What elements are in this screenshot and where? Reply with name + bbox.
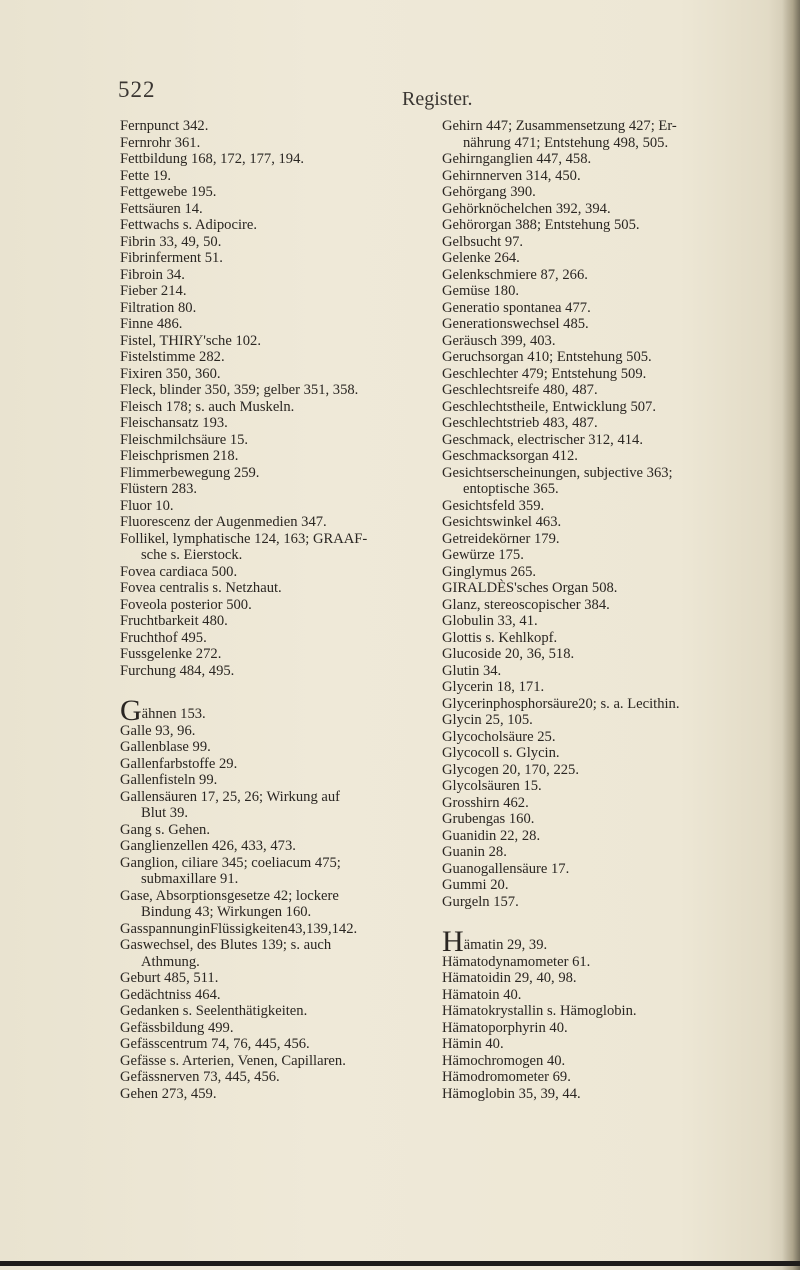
index-entry-text: Hämatoporphyrin 40. xyxy=(442,1019,568,1036)
index-entry xyxy=(120,1003,450,1020)
index-entry-text: submaxillare 91. xyxy=(141,871,239,887)
index-entry-text: Ginglymus 265. xyxy=(442,563,537,580)
index-entry-text: Glottis s. Kehlkopf. xyxy=(442,629,558,646)
index-entry-text: Ganglion, ciliare 345; coeliacum 475; xyxy=(120,854,341,871)
index-entry xyxy=(442,349,790,366)
index-entry-text: Hämatodynamometer 61. xyxy=(442,953,591,970)
index-entry xyxy=(442,201,790,218)
index-entry-text: Flüstern 283. xyxy=(120,481,198,497)
index-entry-text: Geschlechtstrieb 483, 487. xyxy=(442,415,598,431)
index-entry xyxy=(120,1053,450,1070)
index-entry-text: Gang s. Gehen. xyxy=(120,821,210,838)
index-entry-text: Fussgelenke 272. xyxy=(120,646,222,662)
index-entry-text: Geschlechter 479; Entstehung 509. xyxy=(442,365,647,382)
index-entry-text: Glycogen 20, 170, 225. xyxy=(442,761,580,778)
index-entry xyxy=(120,694,450,727)
index-entry xyxy=(442,564,790,581)
index-entry-text: Geräusch 399, 403. xyxy=(442,332,556,349)
index-entry-text: Guanogallensäure 17. xyxy=(442,860,570,877)
section-initial-letter: G xyxy=(120,694,142,727)
index-entry-text: Glycolsäuren 15. xyxy=(442,778,542,794)
index-entry xyxy=(442,448,790,465)
index-entry-text: Fluorescenz der Augenmedien 347. xyxy=(120,514,327,530)
index-entry xyxy=(442,729,790,746)
index-entry-text: Gallenfisteln 99. xyxy=(120,772,218,788)
index-entry-text: Getreidekörner 179. xyxy=(442,530,560,547)
index-entry xyxy=(442,498,790,515)
section-initial-letter: H xyxy=(442,925,464,958)
index-entry xyxy=(120,184,450,201)
index-entry xyxy=(120,756,450,773)
index-entry-continuation xyxy=(442,481,790,498)
index-entry-text: Furchung 484, 495. xyxy=(120,662,235,679)
index-entry xyxy=(442,844,790,861)
index-entry xyxy=(120,316,450,333)
index-entry xyxy=(442,580,790,597)
index-entry xyxy=(442,1036,790,1053)
index-entry-text: Fruchtbarkeit 480. xyxy=(120,613,228,629)
index-entry xyxy=(120,739,450,756)
index-entry xyxy=(120,789,450,806)
index-entry xyxy=(442,970,790,987)
index-entry-text: GasspannunginFlüssigkeiten43,139,142. xyxy=(120,920,358,937)
index-entry xyxy=(442,828,790,845)
index-entry-text: Geruchsorgan 410; Entstehung 505. xyxy=(442,349,652,365)
index-entry-text: Hämoglobin 35, 39, 44. xyxy=(442,1085,581,1102)
index-entry xyxy=(120,531,450,548)
index-entry-text: Gehörgang 390. xyxy=(442,184,536,200)
index-entry-text: Generatio spontanea 477. xyxy=(442,299,591,316)
index-entry-text: Hämatoidin 29, 40, 98. xyxy=(442,970,577,986)
index-entry xyxy=(442,762,790,779)
index-entry xyxy=(442,316,790,333)
index-entry xyxy=(120,937,450,954)
index-entry xyxy=(120,333,450,350)
index-entry-text: Gefässcentrum 74, 76, 445, 456. xyxy=(120,1036,310,1052)
index-entry xyxy=(442,597,790,614)
index-entry-text: Fruchthof 495. xyxy=(120,629,207,646)
index-entry xyxy=(120,448,450,465)
index-entry xyxy=(120,465,450,482)
index-entry xyxy=(120,481,450,498)
index-entry-text: Gehirnganglien 447, 458. xyxy=(442,151,592,167)
index-entry-text: Gehörknöchelchen 392, 394. xyxy=(442,200,611,217)
index-entry-text: Gehirn 447; Zusammensetzung 427; Er- xyxy=(442,118,677,134)
index-entry-text: Geschmack, electrischer 312, 414. xyxy=(442,431,643,448)
index-entry xyxy=(442,234,790,251)
index-entry-text: Glucoside 20, 36, 518. xyxy=(442,646,575,662)
index-entry-text: Fleischprismen 218. xyxy=(120,448,239,464)
index-entry xyxy=(442,382,790,399)
index-entry xyxy=(442,250,790,267)
index-entry xyxy=(442,168,790,185)
index-entry xyxy=(442,283,790,300)
index-entry xyxy=(120,168,450,185)
index-entry xyxy=(120,855,450,872)
index-entry-text: Gallensäuren 17, 25, 26; Wirkung auf xyxy=(120,788,341,805)
index-entry xyxy=(120,597,450,614)
index-entry-text: Fibrin 33, 49, 50. xyxy=(120,233,222,250)
index-entry xyxy=(442,1069,790,1086)
index-entry xyxy=(120,921,450,938)
index-entry xyxy=(442,696,790,713)
index-entry xyxy=(120,349,450,366)
index-entry-text: Gallenblase 99. xyxy=(120,739,211,755)
index-entry-text: Filtration 80. xyxy=(120,299,197,316)
index-entry xyxy=(120,283,450,300)
index-entry-text: Glutin 34. xyxy=(442,662,502,679)
index-entry xyxy=(120,772,450,789)
index-entry-text: Fernrohr 361. xyxy=(120,134,201,151)
index-entry xyxy=(442,712,790,729)
index-entry-continuation xyxy=(120,547,450,564)
index-entry xyxy=(120,399,450,416)
index-entry-text: Glanz, stereoscopischer 384. xyxy=(442,596,610,613)
index-entry-text: Hämatokrystallin s. Hämoglobin. xyxy=(442,1003,637,1019)
index-entry-text: ähnen 153. xyxy=(141,706,206,722)
index-entry-text: Bindung 43; Wirkungen 160. xyxy=(141,904,312,920)
index-entry xyxy=(442,795,790,812)
index-entry-text: Fleck, blinder 350, 359; gelber 351, 358. xyxy=(120,382,359,398)
index-entry xyxy=(120,646,450,663)
index-entry-text: Gehirnnerven 314, 450. xyxy=(442,167,581,184)
index-entry-text: Fistel, THIRY'sche 102. xyxy=(120,332,261,349)
index-entry-text: Fovea centralis s. Netzhaut. xyxy=(120,580,282,596)
index-entry xyxy=(442,300,790,317)
index-entry xyxy=(120,382,450,399)
index-entry-text: Fettsäuren 14. xyxy=(120,200,203,217)
index-entry-text: Athmung. xyxy=(141,953,200,970)
index-entry-text: Hämatoin 40. xyxy=(442,986,522,1003)
index-entry xyxy=(442,184,790,201)
index-entry-text: Geburt 485, 511. xyxy=(120,970,219,986)
index-entry xyxy=(120,135,450,152)
index-entry-text: Gesichtswinkel 463. xyxy=(442,514,562,530)
index-entry xyxy=(120,151,450,168)
index-entry xyxy=(442,646,790,663)
index-entry xyxy=(442,366,790,383)
bottom-edge-rule xyxy=(0,1261,800,1266)
index-entry-text: Gase, Absorptionsgesetze 42; lockere xyxy=(120,887,339,904)
index-entry xyxy=(442,778,790,795)
index-entry-text: Finne 486. xyxy=(120,316,183,332)
index-entry xyxy=(442,514,790,531)
index-entry-text: Fettbildung 168, 172, 177, 194. xyxy=(120,151,305,167)
index-entry-text: entoptische 365. xyxy=(463,481,559,497)
index-entry-text: nährung 471; Entstehung 498, 505. xyxy=(463,134,669,151)
index-entry xyxy=(120,838,450,855)
index-entry-text: Grubengas 160. xyxy=(442,811,535,827)
index-entry-text: Generationswechsel 485. xyxy=(442,316,589,332)
index-entry-text: Fleisch 178; s. auch Muskeln. xyxy=(120,398,295,415)
index-entry-text: Grosshirn 462. xyxy=(442,794,529,811)
index-entry xyxy=(442,432,790,449)
index-entry xyxy=(120,300,450,317)
index-entry xyxy=(442,745,790,762)
index-entry-text: Gurgeln 157. xyxy=(442,893,519,910)
index-entry xyxy=(120,415,450,432)
index-entry-text: sche s. Eierstock. xyxy=(141,547,243,563)
index-entry-text: Gemüse 180. xyxy=(442,283,520,299)
index-entry xyxy=(120,234,450,251)
index-entry-text: Gallenfarbstoffe 29. xyxy=(120,755,238,772)
index-entry xyxy=(120,432,450,449)
index-entry-text: Ganglienzellen 426, 433, 473. xyxy=(120,838,296,854)
index-entry-text: Hämodromometer 69. xyxy=(442,1069,571,1085)
index-entry-continuation xyxy=(120,904,450,921)
index-entry-text: Fieber 214. xyxy=(120,283,187,299)
index-entry-text: Gehen 273, 459. xyxy=(120,1085,217,1102)
index-entry-text: Fleischmilchsäure 15. xyxy=(120,431,249,448)
index-entry xyxy=(120,366,450,383)
index-entry xyxy=(120,663,450,680)
index-entry xyxy=(442,877,790,894)
index-entry xyxy=(120,630,450,647)
index-entry xyxy=(120,822,450,839)
index-entry-text: Geschmacksorgan 412. xyxy=(442,448,578,464)
index-entry xyxy=(442,811,790,828)
index-entry xyxy=(120,498,450,515)
index-entry xyxy=(442,415,790,432)
index-entry-text: Fluor 10. xyxy=(120,497,174,514)
index-entry-text: Fette 19. xyxy=(120,167,172,184)
index-entry-text: Gelenkschmiere 87, 266. xyxy=(442,266,588,283)
index-entry-text: Gedanken s. Seelenthätigkeiten. xyxy=(120,1003,308,1019)
index-column-left xyxy=(120,118,450,1102)
index-entry-text: Gefässbildung 499. xyxy=(120,1019,234,1036)
index-entry-continuation xyxy=(442,135,790,152)
index-entry xyxy=(442,399,790,416)
index-entry xyxy=(442,613,790,630)
index-entry-text: Fettgewebe 195. xyxy=(120,184,217,200)
index-entry xyxy=(442,333,790,350)
index-entry-text: Gedächtniss 464. xyxy=(120,986,221,1003)
index-entry xyxy=(442,954,790,971)
index-entry-text: Glycin 25, 105. xyxy=(442,712,533,728)
index-entry-text: Gaswechsel, des Blutes 139; s. auch xyxy=(120,937,332,953)
index-entry-text: Guanidin 22, 28. xyxy=(442,827,541,844)
index-entry-continuation xyxy=(120,805,450,822)
index-entry xyxy=(120,118,450,135)
page-number: 522 xyxy=(118,77,156,102)
index-entry xyxy=(120,514,450,531)
index-entry-text: GIRALDÈS'sches Organ 508. xyxy=(442,580,618,596)
index-entry-text: Guanin 28. xyxy=(442,844,507,860)
index-entry xyxy=(120,1069,450,1086)
index-entry xyxy=(120,267,450,284)
index-entry xyxy=(120,1036,450,1053)
index-entry xyxy=(120,250,450,267)
index-entry xyxy=(442,531,790,548)
index-entry-text: Foveola posterior 500. xyxy=(120,596,252,613)
index-entry-text: Gehörorgan 388; Entstehung 505. xyxy=(442,217,640,233)
index-entry-continuation xyxy=(120,954,450,971)
index-entry-text: Gesichtserscheinungen, subjective 363; xyxy=(442,464,673,481)
index-entry-text: Fibroin 34. xyxy=(120,266,185,283)
index-entry-text: Hämochromogen 40. xyxy=(442,1052,566,1069)
index-entry-text: Fibrinferment 51. xyxy=(120,250,223,266)
index-entry-text: Hämin 40. xyxy=(442,1036,504,1052)
index-entry xyxy=(120,1086,450,1103)
index-entry-text: Fistelstimme 282. xyxy=(120,349,225,365)
index-entry-text: Gesichtsfeld 359. xyxy=(442,497,545,514)
index-entry xyxy=(442,1003,790,1020)
index-entry xyxy=(120,580,450,597)
index-entry-text: Fixiren 350, 360. xyxy=(120,365,221,382)
index-entry xyxy=(442,1053,790,1070)
index-entry xyxy=(442,894,790,911)
index-entry xyxy=(442,118,790,135)
index-entry-text: Follikel, lymphatische 124, 163; GRAAF- xyxy=(120,530,368,547)
index-entry-text: Globulin 33, 41. xyxy=(442,613,538,629)
index-entry xyxy=(442,1020,790,1037)
index-entry-text: Fleischansatz 193. xyxy=(120,415,228,431)
index-entry xyxy=(120,723,450,740)
index-entry-text: Geschlechtsreife 480, 487. xyxy=(442,382,598,398)
index-entry-text: Fettwachs s. Adipocire. xyxy=(120,217,257,233)
index-entry-text: Gelenke 264. xyxy=(442,250,520,266)
index-entry xyxy=(120,201,450,218)
index-entry-text: Gefässnerven 73, 445, 456. xyxy=(120,1069,280,1085)
index-entry xyxy=(442,151,790,168)
index-entry-continuation xyxy=(120,871,450,888)
index-entry-text: Glycocholsäure 25. xyxy=(442,728,556,745)
index-entry-text: Glycerinphosphorsäure20; s. a. Lecithin. xyxy=(442,695,680,712)
index-entry-text: Glycerin 18, 171. xyxy=(442,679,545,695)
index-entry xyxy=(442,987,790,1004)
index-entry-text: Gelbsucht 97. xyxy=(442,233,524,250)
index-entry-text: Galle 93, 96. xyxy=(120,722,196,739)
index-entry-text: Gefässe s. Arterien, Venen, Capillaren. xyxy=(120,1052,346,1069)
index-entry xyxy=(442,465,790,482)
index-entry xyxy=(442,1086,790,1103)
index-entry xyxy=(442,663,790,680)
index-entry-text: Blut 39. xyxy=(141,805,189,821)
index-entry xyxy=(442,925,790,958)
index-entry xyxy=(442,679,790,696)
index-entry xyxy=(120,613,450,630)
index-entry-text: Fernpunct 342. xyxy=(120,118,209,134)
index-entry-text: ämatin 29, 39. xyxy=(463,937,548,953)
index-entry xyxy=(442,267,790,284)
index-entry xyxy=(120,970,450,987)
index-entry-text: Fovea cardiaca 500. xyxy=(120,563,238,580)
index-entry xyxy=(120,987,450,1004)
index-entry xyxy=(442,861,790,878)
running-head: Register. xyxy=(402,88,473,110)
index-entry-text: Geschlechtstheile, Entwicklung 507. xyxy=(442,398,656,415)
index-entry-text: Gummi 20. xyxy=(442,877,509,893)
index-entry xyxy=(442,217,790,234)
index-entry xyxy=(120,1020,450,1037)
index-entry-text: Gewürze 175. xyxy=(442,547,524,563)
index-entry-text: Glycocoll s. Glycin. xyxy=(442,745,560,761)
index-entry xyxy=(442,630,790,647)
index-column-right xyxy=(442,118,790,1102)
index-entry-text: Flimmerbewegung 259. xyxy=(120,464,260,481)
index-entry xyxy=(442,547,790,564)
index-entry xyxy=(120,217,450,234)
index-entry xyxy=(120,564,450,581)
index-entry xyxy=(120,888,450,905)
